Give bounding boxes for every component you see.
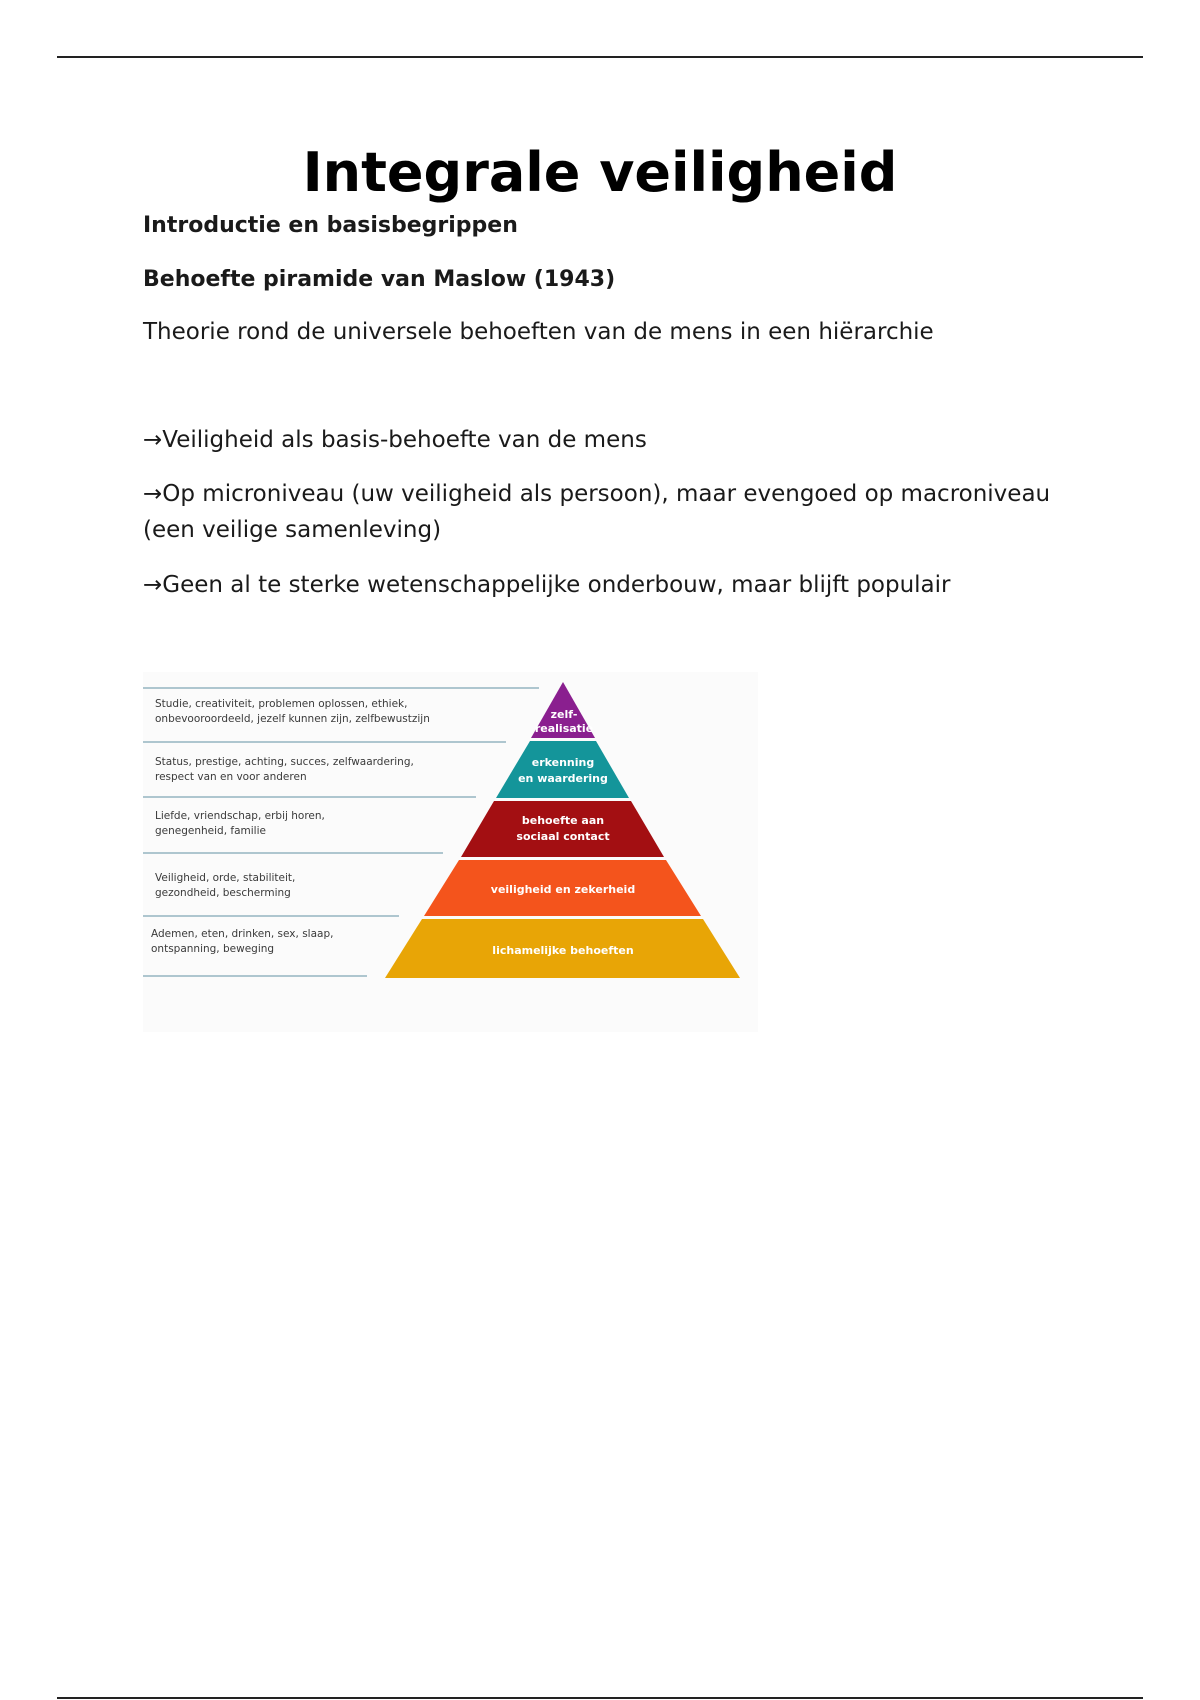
level-description: onbevooroordeeld, jezelf kunnen zijn, zelfbewustzijn xyxy=(155,713,430,725)
bullet-text: Op microniveau (uw veiligheid als persoon), maar evengoed op macroniveau (een veilige samenleving) xyxy=(143,481,1051,543)
level-description: Liefde, vriendschap, erbij horen, xyxy=(155,810,325,822)
bullet-item xyxy=(143,476,1083,548)
level-description: Status, prestige, achting, succes, zelfwaardering, xyxy=(155,756,414,768)
level-label: lichamelijke behoeften xyxy=(492,944,634,957)
pyramid-level-social xyxy=(461,801,664,857)
level-description: respect van en voor anderen xyxy=(155,771,307,783)
level-label: erkenning xyxy=(531,756,595,769)
level-label: en waardering xyxy=(518,772,608,785)
page-title: Integrale veiligheid xyxy=(302,141,898,204)
bullet-text: Geen al te sterke wetenschappelijke onderbouw, maar blijft populair xyxy=(162,572,951,598)
level-label: realisatie xyxy=(534,722,594,735)
arrow-icon: → xyxy=(143,572,163,598)
level-description: ontspanning, beweging xyxy=(151,943,275,955)
level-label: zelf- xyxy=(550,708,578,721)
level-label: sociaal contact xyxy=(516,830,610,843)
level-label: behoefte aan xyxy=(521,814,605,827)
subtitle: Introductie en basisbegrippen xyxy=(143,213,518,238)
level-description: genegenheid, familie xyxy=(155,825,266,837)
maslow-pyramid-figure xyxy=(143,672,758,1032)
arrow-icon: → xyxy=(143,427,163,453)
level-description: Ademen, eten, drinken, sex, slaap, xyxy=(151,928,334,940)
level-label: veiligheid en zekerheid xyxy=(490,883,636,896)
section-heading: Behoefte piramide van Maslow (1943) xyxy=(143,267,616,292)
bullet-item xyxy=(143,422,1083,458)
level-description: gezondheid, bescherming xyxy=(155,887,291,899)
top-rule xyxy=(57,56,1143,58)
pyramid-level-esteem xyxy=(496,741,629,798)
bullet-text: Veiligheid als basis-behoefte van de mens xyxy=(162,427,647,453)
maslow-pyramid xyxy=(143,672,758,1032)
bullet-item xyxy=(143,567,1083,603)
bottom-rule xyxy=(57,1697,1143,1699)
intro-paragraph: Theorie rond de universele behoeften van de mens in een hiërarchie xyxy=(143,319,934,345)
arrow-icon: → xyxy=(143,481,163,507)
level-description: Veiligheid, orde, stabiliteit, xyxy=(155,872,296,884)
level-description: Studie, creativiteit, problemen oplossen, ethiek, xyxy=(155,698,408,710)
